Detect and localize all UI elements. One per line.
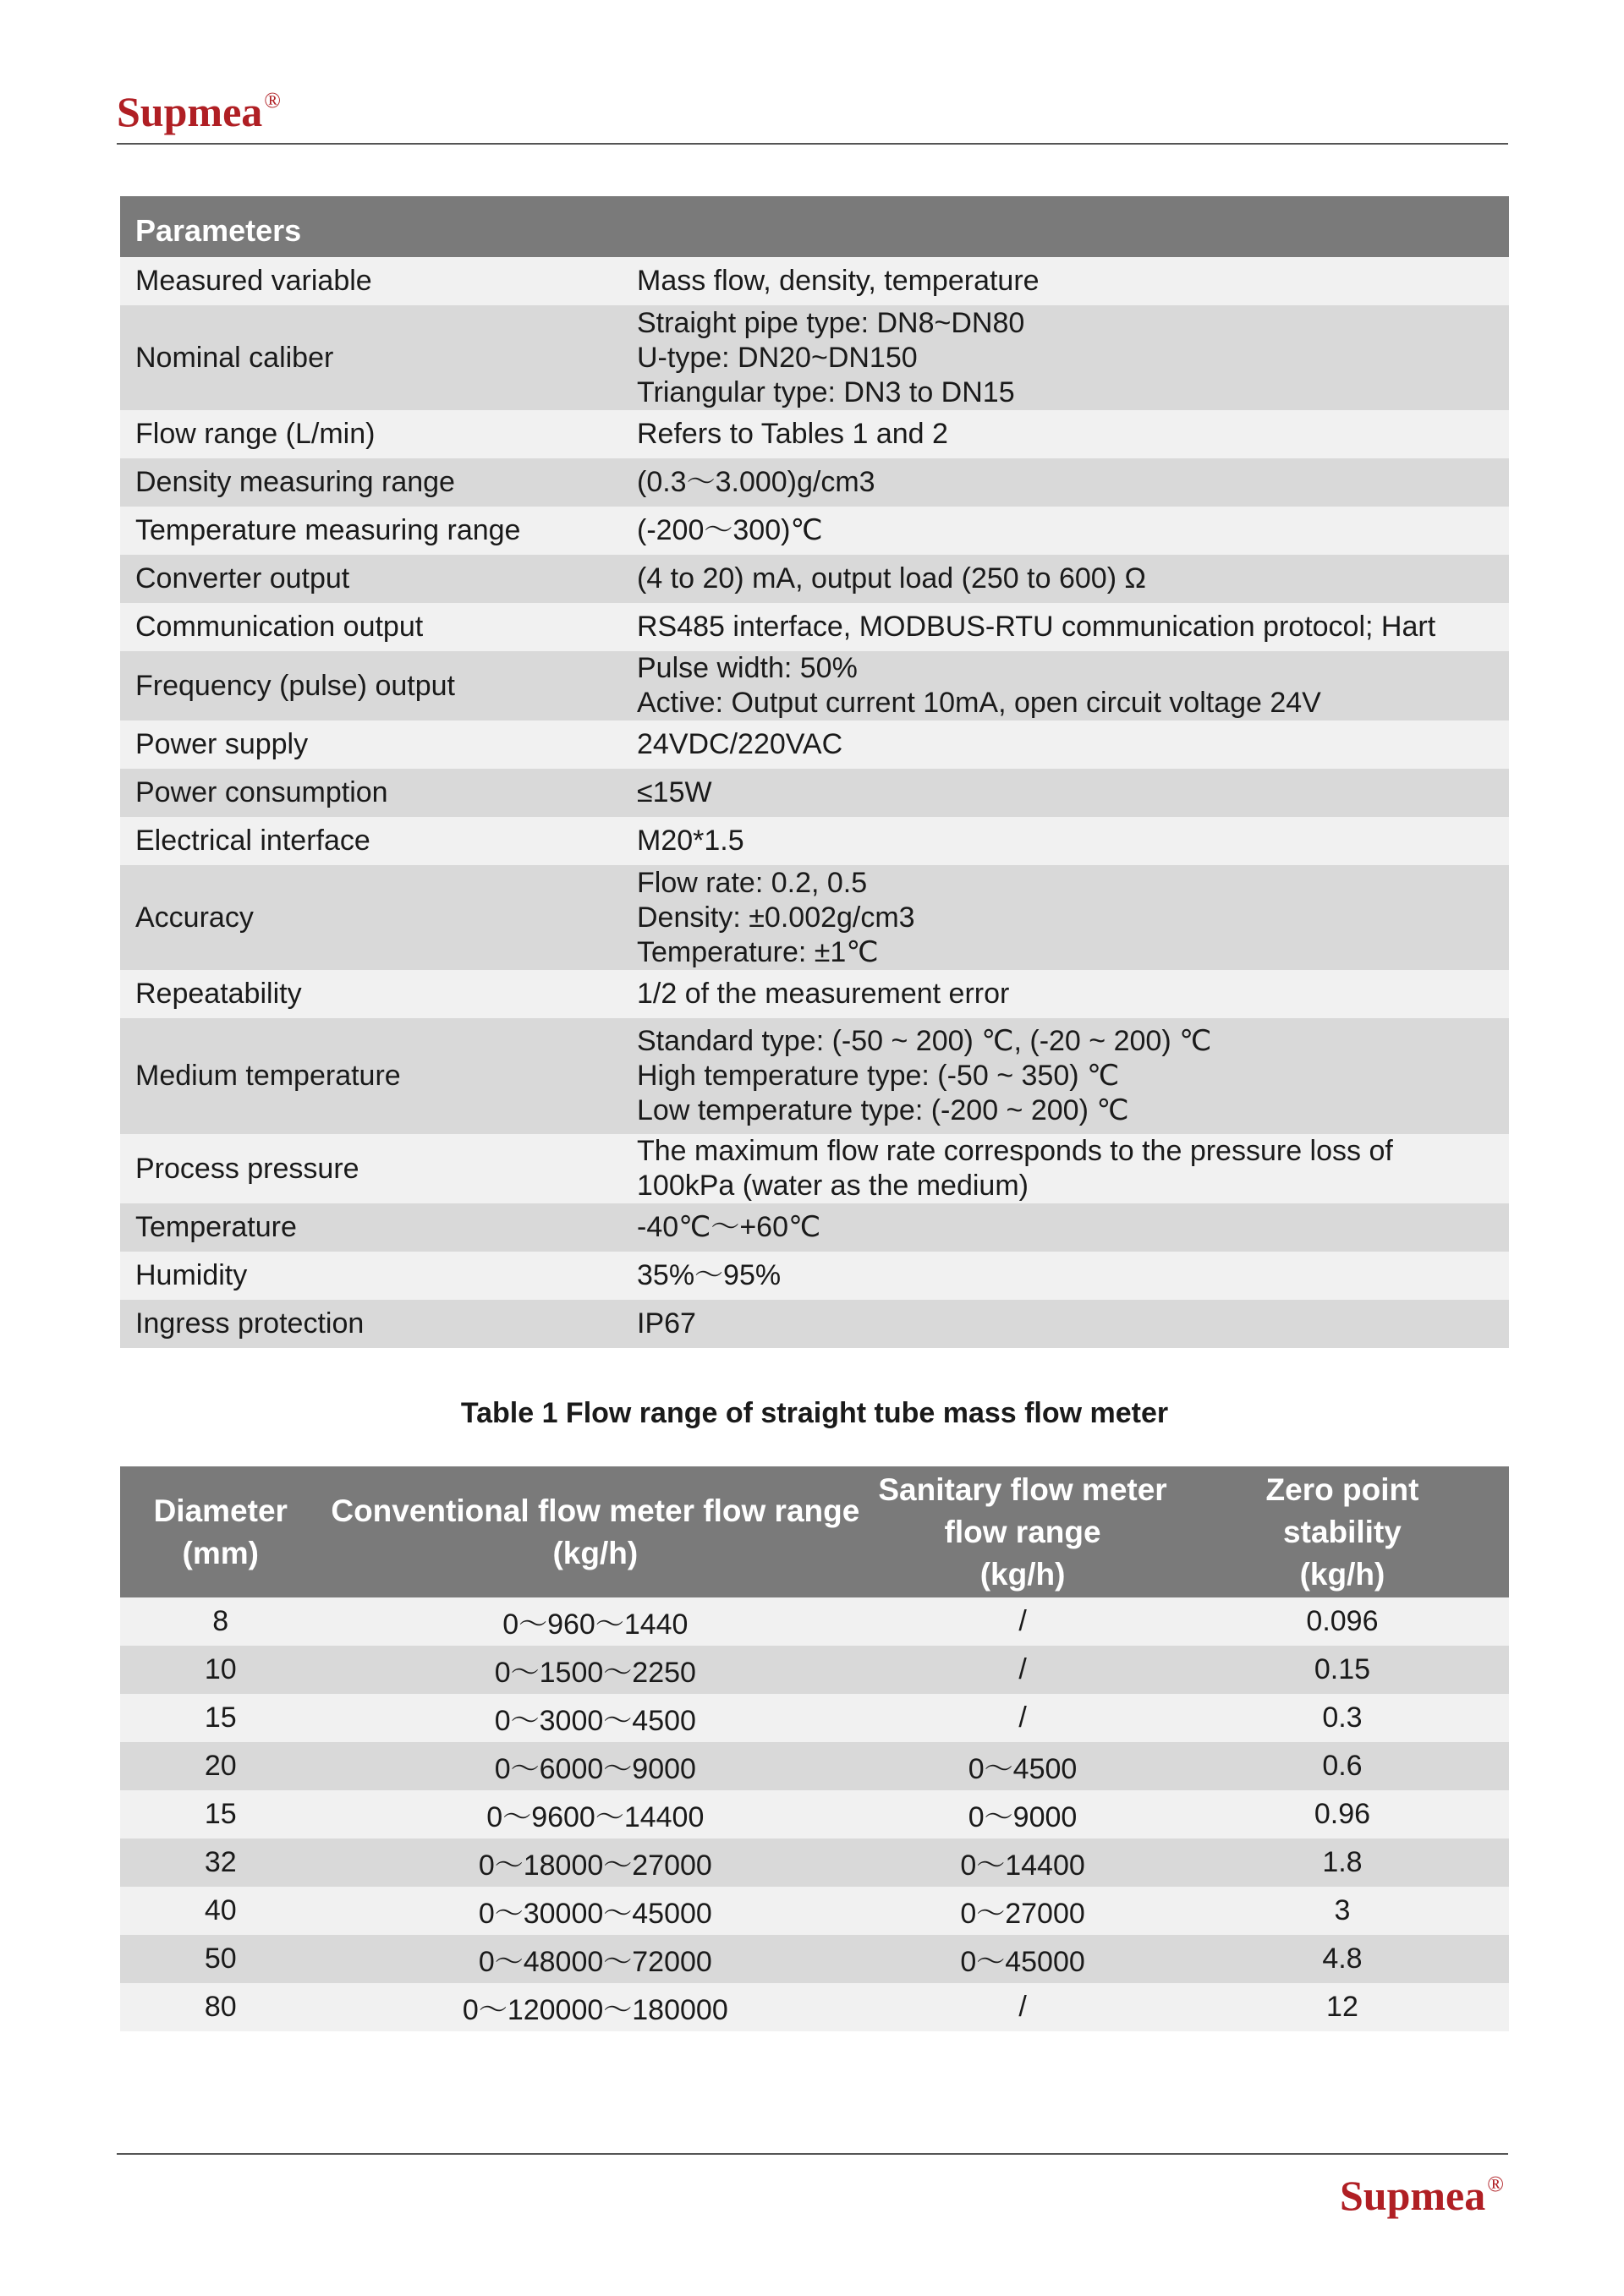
flow-table-header: [1176, 1466, 1509, 1597]
parameter-row: [120, 555, 1509, 603]
parameter-value-line: Mass flow, density, temperature: [637, 265, 1040, 297]
flow-table-cell: /: [870, 1983, 1176, 2031]
parameter-value-line: M20*1.5: [637, 825, 744, 857]
parameter-value: [622, 865, 1509, 970]
parameter-row: [120, 1134, 1509, 1203]
flow-table-cell: 12: [1176, 1983, 1509, 2031]
parameter-label: Temperature: [120, 1203, 622, 1252]
parameter-value: [622, 817, 1509, 865]
flow-table-cell: 0～6000～9000: [321, 1742, 870, 1790]
parameter-value: [622, 1018, 1509, 1134]
parameter-value-line: Flow rate: 0.2, 0.5: [637, 866, 868, 899]
parameter-value: [622, 1252, 1509, 1300]
parameter-row: [120, 817, 1509, 865]
flow-table-header-line: (mm): [182, 1535, 259, 1570]
parameter-row: [120, 1018, 1509, 1134]
parameter-value-line: Triangular type: DN3 to DN15: [637, 375, 1015, 408]
table1-caption: Table 1 Flow range of straight tube mass flow meter: [460, 1397, 1169, 1429]
flow-table-row: [120, 1887, 1509, 1935]
parameter-value-line: -40℃～+60℃: [637, 1211, 821, 1243]
parameter-row: [120, 721, 1509, 769]
parameter-label: Accuracy: [120, 865, 622, 970]
parameter-label: Measured variable: [120, 257, 622, 305]
parameter-value-line: 24VDC/220VAC: [637, 728, 843, 760]
parameter-label: Power consumption: [120, 769, 622, 817]
flow-table-cell: /: [870, 1646, 1176, 1694]
flow-table-cell: 0.96: [1176, 1790, 1509, 1838]
flow-table-row: [120, 1983, 1509, 2031]
flow-table-cell: 0～4500: [870, 1742, 1176, 1790]
parameter-value-line: High temperature type: (-50 ~ 350) ℃: [637, 1060, 1120, 1092]
parameter-value: [622, 458, 1509, 507]
flow-table-cell: 0～45000: [870, 1935, 1176, 1983]
flow-table-header-line: flow range: [944, 1514, 1101, 1549]
parameter-value-line: Active: Output current 10mA, open circuit voltage 24V: [637, 687, 1321, 719]
flow-table-cell: 0～120000～180000: [321, 1983, 870, 2031]
parameter-value-line: U-type: DN20~DN150: [637, 341, 918, 374]
parameter-value-line: (-200～300)℃: [637, 514, 823, 546]
flow-table-cell: 8: [120, 1597, 321, 1646]
flow-table-cell: 0～3000～4500: [321, 1694, 870, 1742]
flow-table-cell: 3: [1176, 1887, 1509, 1935]
parameter-value-line: Density: ±0.002g/cm3: [637, 901, 915, 934]
flow-table-row: [120, 1790, 1509, 1838]
parameter-label: Power supply: [120, 721, 622, 769]
flow-table-cell: 0～18000～27000: [321, 1838, 870, 1887]
flow-table-cell: 0～9600～14400: [321, 1790, 870, 1838]
flow-table-header-line: (kg/h): [552, 1535, 639, 1570]
parameter-value: [622, 970, 1509, 1018]
parameter-value: [622, 1134, 1509, 1203]
parameter-value: [622, 305, 1509, 410]
parameter-label: Density measuring range: [120, 458, 622, 507]
flow-table-cell: 40: [120, 1887, 321, 1935]
flow-table-cell: /: [870, 1694, 1176, 1742]
brand-logo-header: Supmea®: [117, 88, 282, 135]
flow-table-header: [120, 1466, 321, 1597]
parameter-row: [120, 257, 1509, 305]
parameters-table: [120, 196, 1509, 1348]
parameter-label: Nominal caliber: [120, 305, 622, 410]
flow-table-cell: 0～48000～72000: [321, 1935, 870, 1983]
parameter-label: Electrical interface: [120, 817, 622, 865]
flow-table-header-line: (kg/h): [1299, 1556, 1385, 1592]
parameter-row: [120, 1252, 1509, 1300]
parameter-label: Humidity: [120, 1252, 622, 1300]
flow-table-cell: /: [870, 1597, 1176, 1646]
parameter-value: [622, 410, 1509, 458]
flow-table-header-line: Sanitary flow meter: [878, 1471, 1167, 1507]
parameter-label: Ingress protection: [120, 1300, 622, 1348]
parameter-row: [120, 458, 1509, 507]
flow-table-cell: 32: [120, 1838, 321, 1887]
flow-table-cell: 0.3: [1176, 1694, 1509, 1742]
parameter-row: [120, 603, 1509, 651]
flow-table-header-line: stability: [1283, 1514, 1402, 1549]
parameter-value: [622, 721, 1509, 769]
flow-table-cell: 0.096: [1176, 1597, 1509, 1646]
flow-table-cell: 0.15: [1176, 1646, 1509, 1694]
parameter-row: [120, 1300, 1509, 1348]
flow-table-cell: 80: [120, 1983, 321, 2031]
flow-table-header: [321, 1466, 870, 1597]
parameter-label: Temperature measuring range: [120, 507, 622, 555]
flow-table-cell: 20: [120, 1742, 321, 1790]
flow-table-row: [120, 1742, 1509, 1790]
parameter-row: [120, 769, 1509, 817]
flow-table-header-line: Conventional flow meter flow range: [331, 1493, 860, 1528]
flow-table-cell: 0.6: [1176, 1742, 1509, 1790]
parameter-value-line: 1/2 of the measurement error: [637, 978, 1010, 1010]
flow-table-header-line: Diameter: [153, 1493, 288, 1528]
flow-range-table: [120, 1466, 1509, 2031]
parameter-value: [622, 1203, 1509, 1252]
parameter-value-line: (0.3～3.000)g/cm3: [637, 466, 875, 498]
header-divider: [117, 143, 1508, 145]
flow-table-row: [120, 1597, 1509, 1646]
parameter-value-line: IP67: [637, 1307, 696, 1340]
parameter-row: [120, 305, 1509, 410]
flow-table-cell: 0～27000: [870, 1887, 1176, 1935]
parameter-value-line: Low temperature type: (-200 ~ 200) ℃: [637, 1094, 1129, 1126]
parameter-label: Repeatability: [120, 970, 622, 1018]
parameter-row: [120, 410, 1509, 458]
flow-table-row: [120, 1935, 1509, 1983]
parameter-row: [120, 1203, 1509, 1252]
flow-table-header-line: (kg/h): [979, 1556, 1066, 1592]
parameter-value-line: 35%～95%: [637, 1259, 782, 1291]
parameters-header: Parameters: [120, 196, 1509, 257]
parameter-label: Frequency (pulse) output: [120, 651, 622, 721]
parameter-value-line: RS485 interface, MODBUS-RTU communication protocol; Hart: [637, 611, 1436, 643]
parameter-value: [622, 1300, 1509, 1348]
flow-table-cell: 50: [120, 1935, 321, 1983]
parameter-value: [622, 603, 1509, 651]
parameter-row: [120, 651, 1509, 721]
flow-table-cell: 10: [120, 1646, 321, 1694]
parameter-value: [622, 507, 1509, 555]
parameter-value: [622, 651, 1509, 721]
parameter-value: [622, 769, 1509, 817]
flow-table-cell: 0～9000: [870, 1790, 1176, 1838]
flow-table-cell: 4.8: [1176, 1935, 1509, 1983]
parameter-value: [622, 257, 1509, 305]
footer-divider: [117, 2153, 1508, 2155]
parameter-value-line: Straight pipe type: DN8~DN80: [637, 306, 1025, 339]
brand-logo-footer: Supmea®: [1339, 2172, 1504, 2219]
flow-table-header: [870, 1466, 1176, 1597]
flow-table-cell: 0～1500～2250: [321, 1646, 870, 1694]
parameter-row: [120, 970, 1509, 1018]
parameter-value-line: ≤15W: [637, 776, 712, 808]
flow-table-cell: 1.8: [1176, 1838, 1509, 1887]
parameter-label: Process pressure: [120, 1134, 622, 1203]
flow-table-cell: 15: [120, 1694, 321, 1742]
parameter-label: Converter output: [120, 555, 622, 603]
flow-table-row: [120, 1838, 1509, 1887]
parameter-value-line: The maximum flow rate corresponds to the pressure loss of: [637, 1135, 1393, 1167]
flow-table-cell: 0～960～1440: [321, 1597, 870, 1646]
flow-table-cell: 0～14400: [870, 1838, 1176, 1887]
flow-table-header-line: Zero point: [1265, 1471, 1419, 1507]
parameter-value-line: (4 to 20) mA, output load (250 to 600) Ω: [637, 562, 1146, 595]
parameter-value: [622, 555, 1509, 603]
flow-table-row: [120, 1646, 1509, 1694]
parameter-value-line: 100kPa (water as the medium): [637, 1170, 1029, 1202]
parameter-label: Flow range (L/min): [120, 410, 622, 458]
parameter-value-line: Temperature: ±1℃: [637, 935, 879, 968]
flow-table-row: [120, 1694, 1509, 1742]
parameter-row: [120, 865, 1509, 970]
flow-table-cell: 15: [120, 1790, 321, 1838]
flow-table-cell: 0～30000～45000: [321, 1887, 870, 1935]
parameter-value-line: Pulse width: 50%: [637, 652, 858, 684]
parameter-row: [120, 507, 1509, 555]
parameter-value-line: Refers to Tables 1 and 2: [637, 418, 948, 450]
parameter-label: Communication output: [120, 603, 622, 651]
parameter-label: Medium temperature: [120, 1018, 622, 1134]
parameter-value-line: Standard type: (-50 ~ 200) ℃, (-20 ~ 200) ℃: [637, 1025, 1212, 1057]
